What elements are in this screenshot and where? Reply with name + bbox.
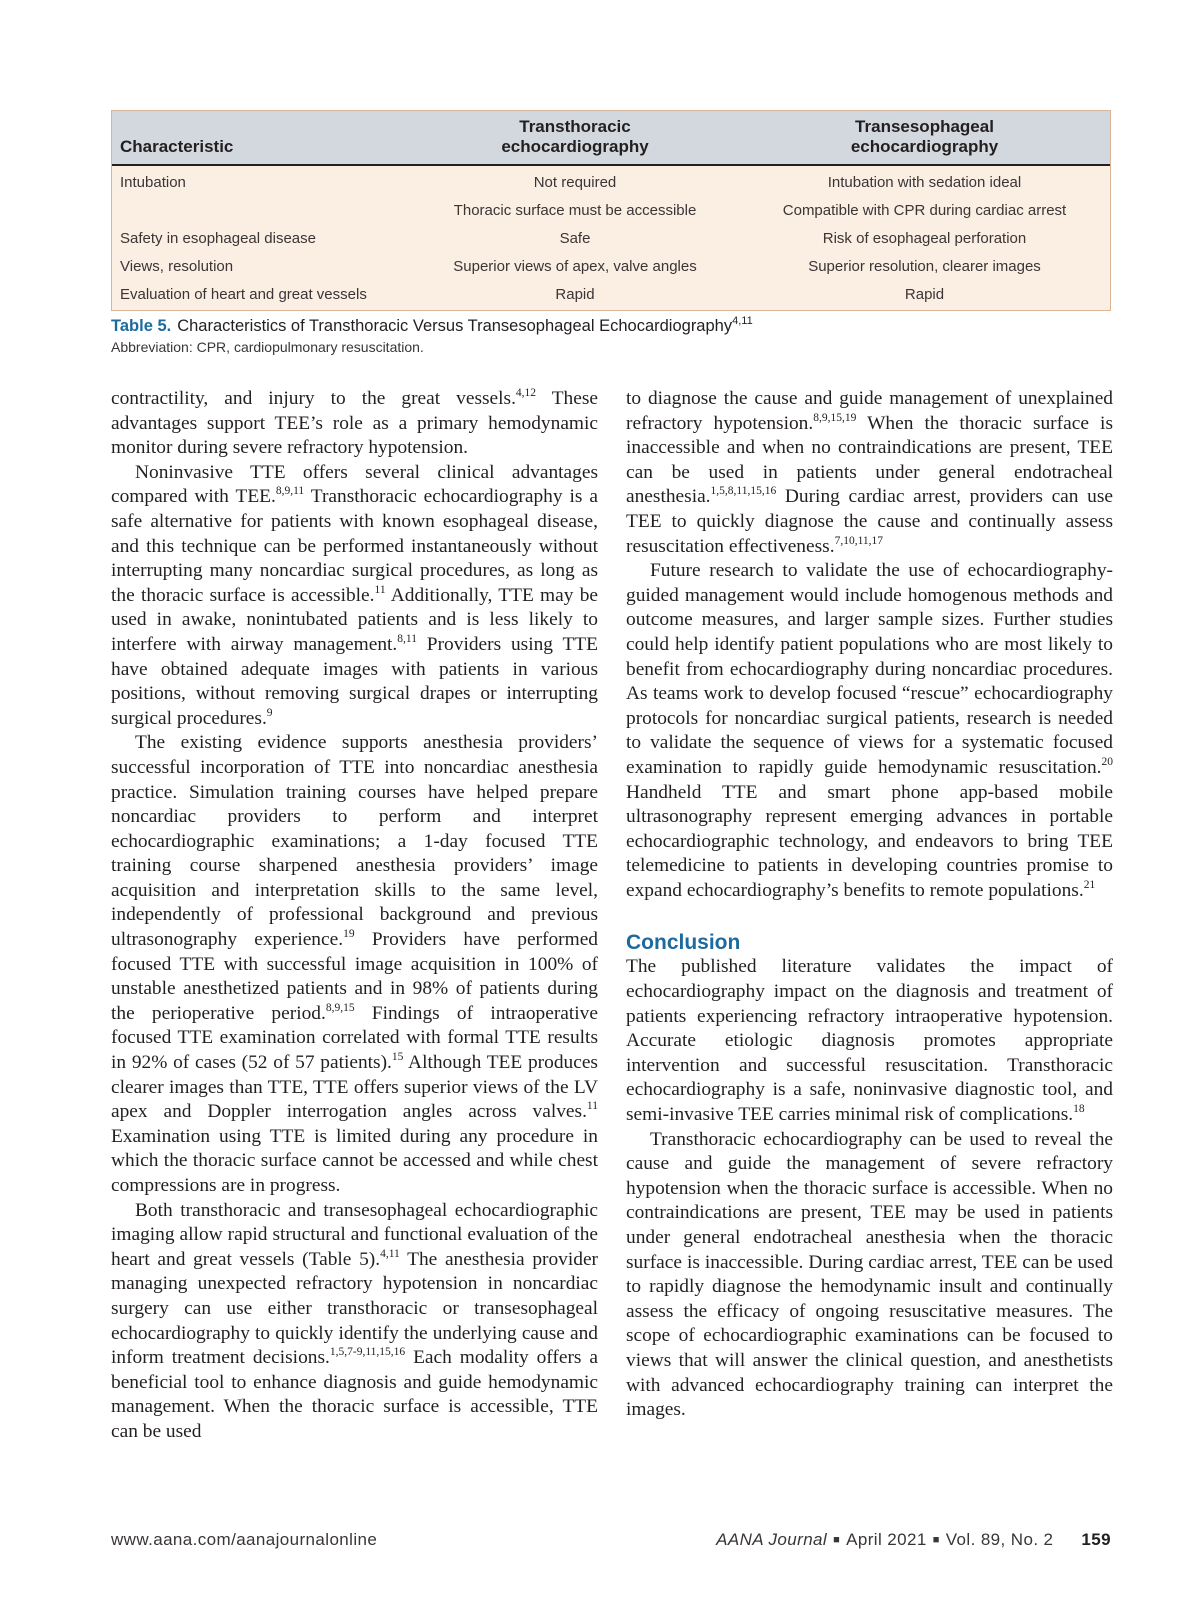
table-row bbox=[112, 165, 1110, 197]
table-row bbox=[112, 281, 1110, 310]
table-abbreviation: Abbreviation: CPR, cardiopulmonary resuscitation. bbox=[111, 339, 424, 355]
table-cell: Superior views of apex, valve angles bbox=[411, 253, 739, 281]
table-cell: Compatible with CPR during cardiac arrest bbox=[739, 197, 1110, 225]
text-run: contractility, and injury to the great vessels. bbox=[111, 388, 516, 409]
text-run: Additionally, TTE may be used in awake, nonintubated patients and is less likely to interfere with airway management. bbox=[111, 584, 598, 655]
volume-issue: Vol. 89, No. 2 bbox=[945, 1530, 1054, 1549]
table-cell: Thoracic surface must be accessible bbox=[411, 197, 739, 225]
citation-ref: 8,9,11 bbox=[275, 485, 305, 498]
table-cell: Safety in esophageal disease bbox=[112, 225, 411, 253]
table-row bbox=[112, 197, 1110, 225]
text-run: When the thoracic surface is inaccessible and when no contraindications are present, TEE can be used in patients under general endotracheal anesthesia. bbox=[626, 412, 1113, 508]
table-cell: Evaluation of heart and great vessels bbox=[112, 281, 411, 310]
left-column bbox=[111, 387, 598, 1445]
citation-ref: 4,11 bbox=[380, 1247, 400, 1260]
table-row bbox=[112, 253, 1110, 281]
table-cell: Not required bbox=[411, 165, 739, 197]
citation-ref: 19 bbox=[343, 928, 355, 941]
journal-url[interactable]: www.aana.com/aanajournalonline bbox=[111, 1530, 378, 1549]
journal-name: AANA Journal bbox=[716, 1530, 828, 1549]
page-number: 159 bbox=[1081, 1530, 1111, 1549]
table-caption bbox=[111, 315, 1111, 357]
body-paragraph bbox=[111, 387, 598, 461]
table-cell: Safe bbox=[411, 225, 739, 253]
text-run: These advantages support TEE’s role as a primary hemodynamic monitor during severe refractory hypotension. bbox=[111, 388, 598, 459]
text-run: Providers have performed focused TTE with successful image acquisition in 100% of unstable anesthetized patients and in 98% of patients during the perioperative period. bbox=[111, 929, 598, 1024]
citation-ref: 11 bbox=[374, 583, 386, 596]
conclusion-heading: Conclusion bbox=[626, 931, 741, 955]
caption-title bbox=[111, 315, 1111, 337]
text-run: to diagnose the cause and guide management of unexplained refractory hypotension. bbox=[626, 388, 1113, 434]
table-cell: Risk of esophageal perforation bbox=[739, 225, 1110, 253]
square-bullet-icon: ■ bbox=[833, 1534, 841, 1546]
body-paragraph bbox=[111, 1199, 598, 1445]
caption-refs: 4,11 bbox=[732, 315, 753, 327]
square-bullet-icon: ■ bbox=[932, 1534, 940, 1546]
citation-ref: 18 bbox=[1073, 1103, 1085, 1116]
journal-citation bbox=[716, 1530, 1111, 1550]
table-cell: Superior resolution, clearer images bbox=[739, 253, 1110, 281]
citation-ref: 8,9,15 bbox=[325, 1001, 355, 1014]
table-body bbox=[112, 165, 1110, 310]
header-transthoracic: Transthoracic echocardiography bbox=[411, 111, 739, 165]
text-run: During cardiac arrest, providers can use TEE to quickly diagnose the cause and continually assess resuscitation effectiveness. bbox=[626, 486, 1113, 557]
text-run: The anesthesia provider managing unexpected refractory hypotension in noncardiac surgery can use either transthoracic or transesophageal echocardiography to quickly identify the underlying cause and inform treatment decisions. bbox=[111, 1248, 599, 1369]
body-paragraph bbox=[626, 559, 1113, 903]
table-5 bbox=[111, 110, 1111, 311]
table-cell: Rapid bbox=[411, 281, 739, 310]
text-run: The existing evidence supports anesthesia providers’ successful incorporation of TTE into noncardiac anesthesia practice. Simulation training courses have helped prepare noncardiac providers to perform and interpret echocardiographic examinations; a 1-day focused TTE training course sharpened anesthesia providers’ image acquisition and interpretation skills to the same level, independently of professional background and previous ultrasonography experience. bbox=[111, 732, 598, 951]
issue-date: April 2021 bbox=[846, 1530, 927, 1549]
text-run: Findings of intraoperative focused TTE examination correlated with formal TTE results in 92% of cases (52 of 57 patients). bbox=[111, 1002, 598, 1074]
body-paragraph bbox=[111, 731, 598, 1198]
text-run: The published literature validates the impact of echocardiography impact on the diagnosis and treatment of patients experiencing refractory intraoperative hypotension. Accurate etiologic diagnosis promotes appropriate intervention and successful resuscitation. Transthoracic echocardiography is a safe, noninvasive diagnostic tool, and semi-invasive TEE carries minimal risk of complications. bbox=[626, 956, 1113, 1126]
citation-ref: 15 bbox=[391, 1051, 404, 1064]
text-run: Examination using TTE is limited during any procedure in which the thoracic surface cannot be accessed and while chest compressions are in progress. bbox=[111, 1125, 598, 1196]
citation-ref: 11 bbox=[586, 1100, 598, 1113]
citation-ref: 21 bbox=[1083, 878, 1096, 891]
table-cell: Views, resolution bbox=[112, 253, 411, 281]
body-paragraph bbox=[626, 1128, 1113, 1423]
citation-ref: 8,9,15,19 bbox=[813, 411, 857, 424]
text-run: Each modality offers a beneficial tool to enhance diagnosis and guide hemodynamic management. When the thoracic surface is accessible, TTE can be used bbox=[111, 1347, 598, 1442]
text-run: Transthoracic echocardiography is a safe alternative for patients with known esophageal disease, and this technique can be performed instantaneously without interrupting many noncardiac surgical procedures, as long as the thoracic surface is accessible. bbox=[111, 486, 598, 606]
caption-text: Characteristics of Transthoracic Versus Transesophageal Echocardiography bbox=[177, 317, 733, 335]
table-cell bbox=[112, 197, 411, 225]
table-cell: Rapid bbox=[739, 281, 1110, 310]
right-column bbox=[626, 387, 1113, 1423]
table-cell: Intubation with sedation ideal bbox=[739, 165, 1110, 197]
table-row bbox=[112, 225, 1110, 253]
text-run: Both transthoracic and transesophageal echocardiographic imaging allow rapid structural and functional evaluation of the heart and great vessels (Table 5). bbox=[111, 1199, 598, 1270]
page-footer bbox=[111, 1530, 1111, 1554]
table-header bbox=[112, 111, 1110, 165]
text-run: Although TEE produces clearer images than TTE, TTE offers superior views of the LV apex and Doppler interrogation angles across valves. bbox=[111, 1052, 598, 1123]
citation-ref: 1,5,7-9,11,15,16 bbox=[329, 1346, 406, 1359]
text-run: Providers using TTE have obtained adequate images with patients in various positions, without removing surgical drapes or interrupting surgical procedures. bbox=[111, 633, 598, 729]
conclusion-body bbox=[626, 955, 1113, 1422]
citation-ref: 20 bbox=[1101, 755, 1113, 768]
citation-ref: 7,10,11,17 bbox=[834, 534, 884, 547]
citation-ref: 4,12 bbox=[515, 387, 537, 399]
table-cell: Intubation bbox=[112, 165, 411, 197]
text-run: Future research to validate the use of echocardiography-guided management would include homogenous methods and outcome measures, and larger sample sizes. Further studies could help identify patient populations who are most likely to benefit from echocardiography during noncardiac procedures. As teams work to develop focused “rescue” echocardiography protocols for noncardiac surgical patients, research is needed to validate the sequence of views for a systematic focused examination to rapidly guide hemodynamic resuscitation. bbox=[626, 560, 1113, 778]
text-run: Handheld TTE and smart phone app-based mobile ultrasonography represent emerging advances in portable echocardiographic technology, and endeavors to bring TEE telemedicine to patients in developing countries promise to expand echocardiography’s benefits to remote populations. bbox=[626, 781, 1113, 901]
header-characteristic: Characteristic bbox=[112, 111, 411, 165]
text-run: Noninvasive TTE offers several clinical advantages compared with TEE. bbox=[111, 461, 598, 508]
citation-ref: 9 bbox=[266, 706, 273, 719]
table-label: Table 5. bbox=[111, 317, 172, 335]
right-column-body bbox=[626, 387, 1113, 903]
characteristics-table bbox=[112, 111, 1110, 310]
citation-ref: 1,5,8,11,15,16 bbox=[710, 485, 777, 498]
body-paragraph bbox=[111, 461, 598, 732]
citation-ref: 8,11 bbox=[397, 632, 417, 645]
body-paragraph bbox=[626, 955, 1113, 1127]
header-transesophageal: Transesophageal echocardiography bbox=[739, 111, 1110, 165]
text-run: Transthoracic echocardiography can be used to reveal the cause and guide the management of severe refractory hypotension when the thoracic surface is accessible. When no contraindications are present, TEE may be used in patients under general endotracheal anesthesia when the thoracic surface is inaccessible. During cardiac arrest, TEE can be used to rapidly diagnose the hemodynamic insult and continually assess the efficacy of ongoing resuscitative measures. The scope of echocardiographic examinations can be focused to views that will answer the clinical question, and anesthetists with advanced echocardiography training can interpret the images. bbox=[626, 1128, 1113, 1421]
body-paragraph bbox=[626, 387, 1113, 559]
